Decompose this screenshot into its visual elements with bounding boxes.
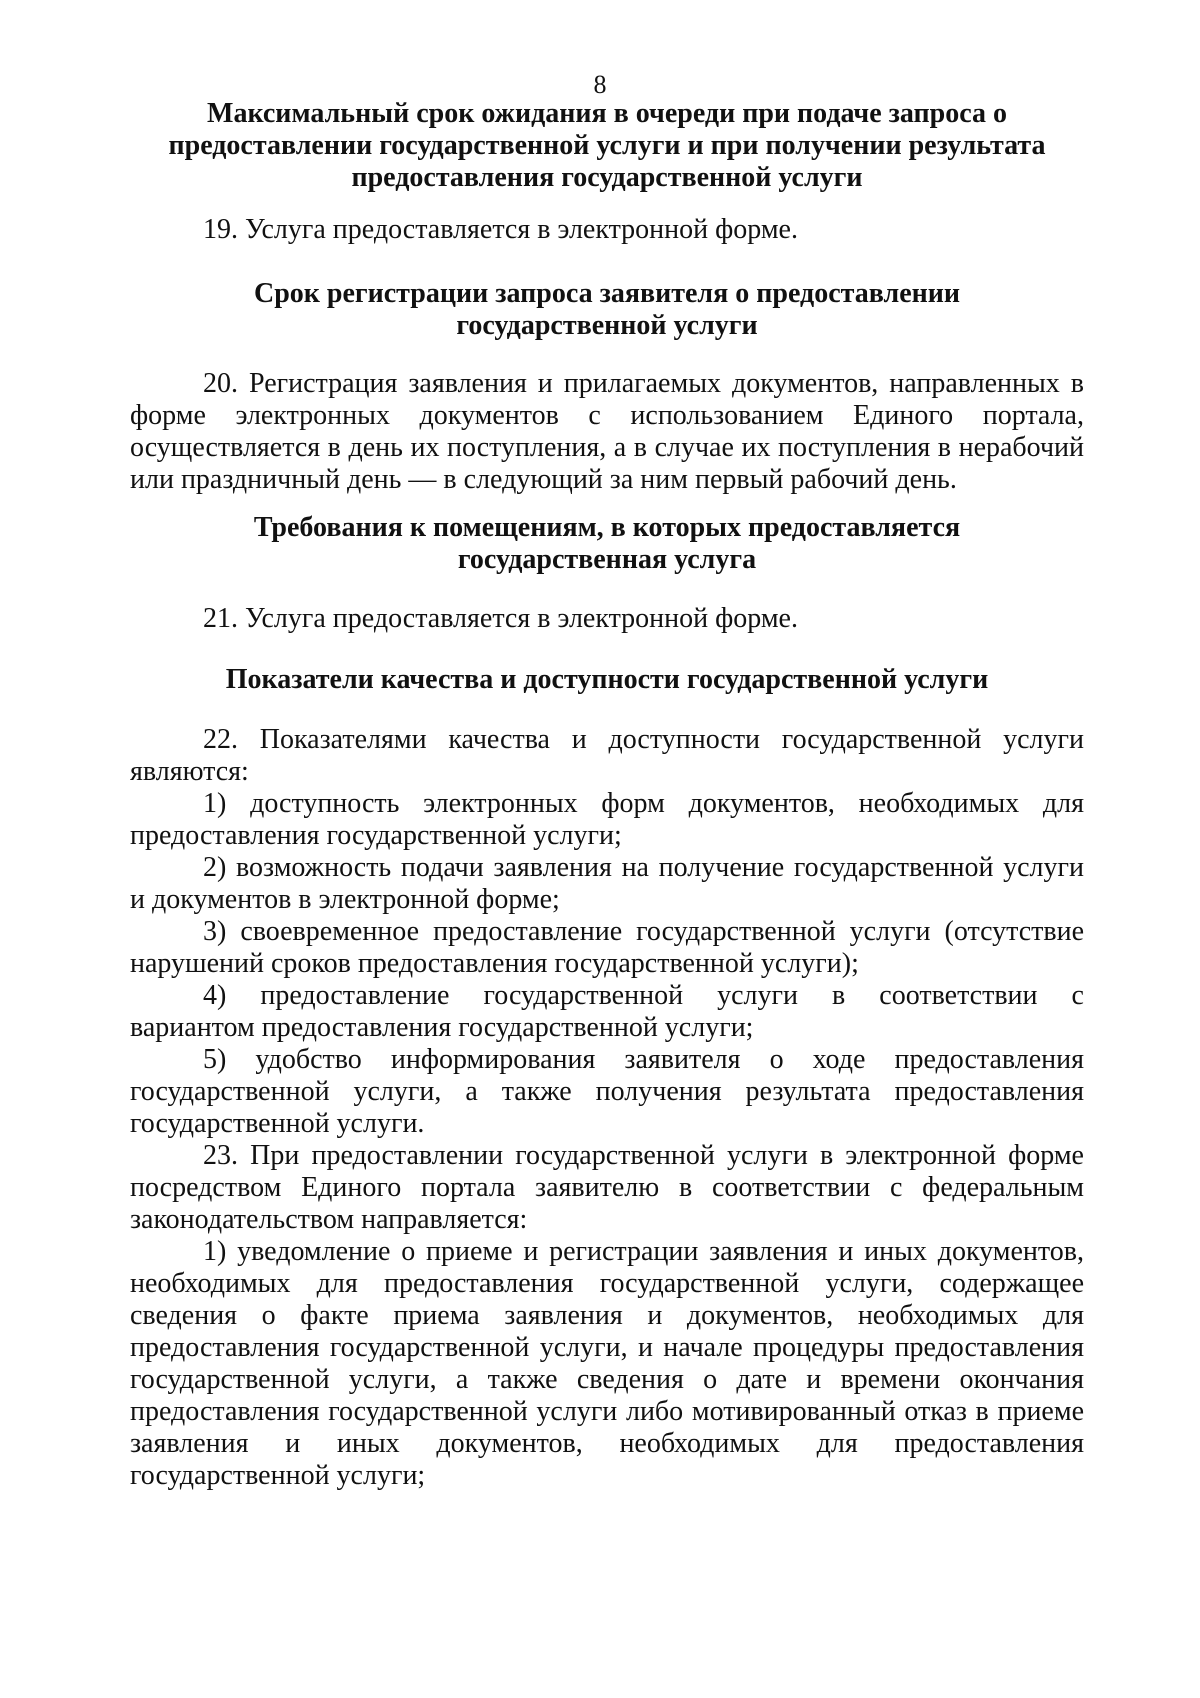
list-item-line: предоставления государственной услуги;	[130, 820, 622, 851]
paragraph-line: посредством Единого портала заявителю в соответствии с федеральным	[130, 1172, 1084, 1203]
list-item-line: 3) своевременное предоставление государственной услуги (отсутствие	[203, 916, 1084, 947]
list-item-line: и документов в электронной форме;	[130, 884, 560, 915]
heading-line: государственной услуги	[456, 310, 758, 341]
list-item-line: государственной услуги, а также получения результата предоставления	[130, 1076, 1084, 1107]
heading-quality-indicators	[130, 664, 1084, 696]
list-item-line: сведения о факте приема заявления и документов, необходимых для	[130, 1300, 1084, 1331]
paragraph-21	[130, 603, 1084, 635]
paragraph-line: 19. Услуга предоставляется в электронной форме.	[203, 214, 798, 245]
heading-line: Максимальный срок ожидания в очереди при подаче запроса о	[207, 98, 1007, 129]
list-item-line: вариантом предоставления государственной услуги;	[130, 1012, 754, 1043]
list-item-line: необходимых для предоставления государственной услуги, содержащее	[130, 1268, 1084, 1299]
list-item-line: 4) предоставление государственной услуги в соответствии с	[203, 980, 1084, 1011]
list-item-line: государственной услуги;	[130, 1460, 426, 1491]
list-item-line: предоставления государственной услуги, и начале процедуры предоставления	[130, 1332, 1084, 1363]
heading-line: предоставлении государственной услуги и при получении результата	[168, 130, 1046, 161]
paragraph-20	[130, 368, 1084, 496]
paragraph-line: осуществляется в день их поступления, а в случае их поступления в нерабочий	[130, 432, 1084, 463]
page-number: 8	[593, 70, 607, 99]
heading-registration-term	[130, 278, 1084, 342]
list-item-line: 5) удобство информирования заявителя о ходе предоставления	[203, 1044, 1084, 1075]
paragraph-line: 23. При предоставлении государственной услуги в электронной форме	[203, 1140, 1084, 1171]
paragraph-line: или праздничный день — в следующий за ним первый рабочий день.	[130, 464, 957, 495]
paragraph-line: 22. Показателями качества и доступности государственной услуги	[203, 724, 1084, 755]
paragraph-line: являются:	[130, 756, 249, 787]
list-item-line: государственной услуги, а также сведения о дате и времени окончания	[130, 1364, 1084, 1395]
paragraph-line: законодательством направляется:	[130, 1204, 528, 1235]
list-item-line: государственной услуги.	[130, 1108, 425, 1139]
list-item-line: нарушений сроков предоставления государственной услуги);	[130, 948, 859, 979]
heading-line: государственная услуга	[457, 544, 757, 575]
paragraph-line: 20. Регистрация заявления и прилагаемых документов, направленных в	[203, 368, 1084, 399]
heading-premises-requirements	[130, 512, 1084, 576]
heading-max-wait-time	[130, 98, 1084, 194]
heading-line: Срок регистрации запроса заявителя о предоставлении	[253, 278, 961, 309]
heading-line: Требования к помещениям, в которых предоставляется	[253, 512, 961, 543]
list-item-line: заявления и иных документов, необходимых для предоставления	[130, 1428, 1084, 1459]
paragraph-line: 21. Услуга предоставляется в электронной форме.	[203, 603, 798, 634]
list-item-line: 2) возможность подачи заявления на получение государственной услуги	[203, 852, 1084, 883]
list-item-line: 1) уведомление о приеме и регистрации заявления и иных документов,	[203, 1236, 1084, 1267]
heading-line: Показатели качества и доступности государственной услуги	[225, 664, 989, 695]
paragraph-line: форме электронных документов с использованием Единого портала,	[130, 400, 1084, 431]
paragraph-22	[130, 724, 1084, 1492]
list-item-line: 1) доступность электронных форм документов, необходимых для	[203, 788, 1084, 819]
heading-line: предоставления государственной услуги	[351, 162, 863, 193]
paragraph-19	[130, 214, 1084, 246]
list-item-line: предоставления государственной услуги либо мотивированный отказ в приеме	[130, 1396, 1084, 1427]
